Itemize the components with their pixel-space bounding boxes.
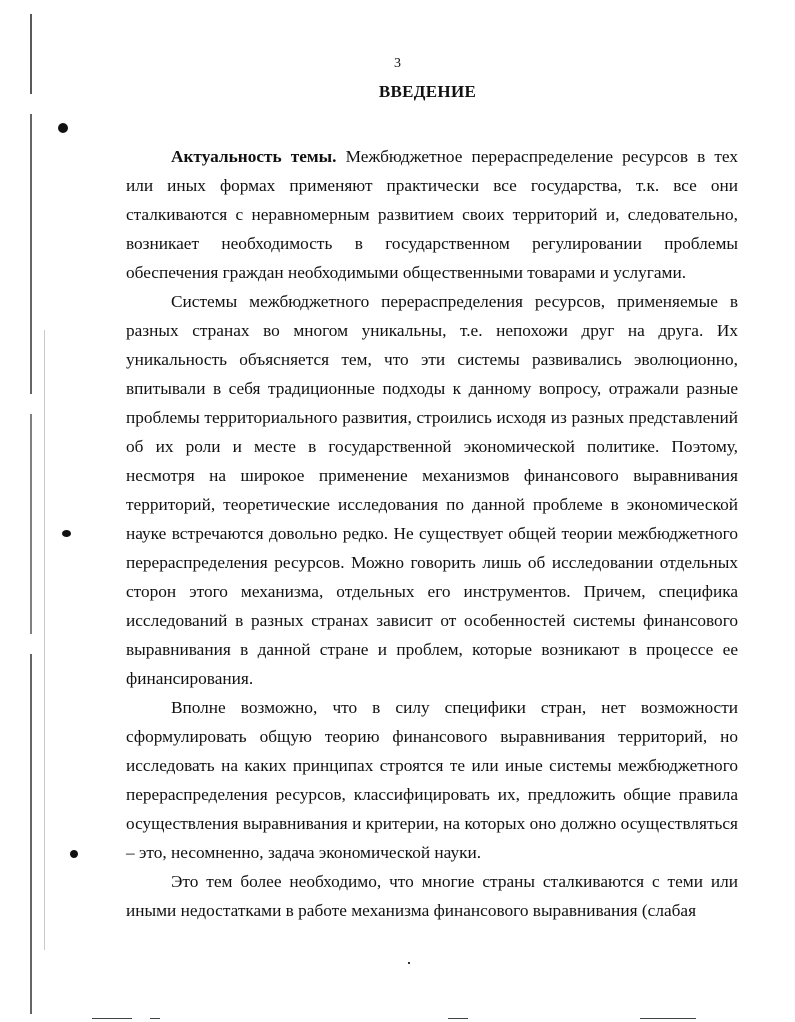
scan-speck: [408, 962, 410, 964]
binder-hole-mark: [70, 850, 78, 858]
document-body: [126, 142, 738, 925]
scan-bottom-mark: [640, 1018, 696, 1019]
paragraph-lead: Актуальность темы.: [171, 147, 337, 166]
scan-left-faint-line: [44, 330, 45, 950]
paragraph-relevance: [126, 142, 738, 287]
scan-left-edge-line: [30, 14, 32, 1014]
paragraph: Вполне возможно, что в силу специфики стран, нет возможности сформулировать общую теорию финансового выравнивания территорий, но исследовать на каких принципах строятся те или иные системы межбюджетного перераспределения ресурсов, классифицировать их, предложить общие правила осуществления выравнивания и критерии, на которых оно должно осуществляться – это, несомненно, задача экономической науки.: [126, 698, 738, 862]
scan-bottom-mark: [448, 1018, 468, 1019]
paragraph-text: Межбюджетное перераспределение ресурсов в тех или иных формах применяют практически все государства, т.к. все они сталкиваются с неравномерным развитием своих территорий и, следовательно, возникает необходимость в государственном регулировании проблемы обеспечения граждан необходимыми общественными товарами и услугами.: [126, 147, 739, 282]
scan-bottom-mark: [92, 1018, 132, 1019]
binder-hole-mark: [62, 530, 71, 537]
paragraph: Это тем более необходимо, что многие страны сталкиваются с теми или иными недостатками в работе механизма финансового выравнивания (слабая: [126, 872, 738, 920]
binder-hole-mark: [58, 123, 68, 133]
paragraph: Системы межбюджетного перераспределения ресурсов, применяемые в разных странах во многом уникальны, т.е. непохожи друг на друга. Их уникальность объясняется тем, что эти системы развивались эволюционно, впитывали в себя традиционные подходы к данному вопросу, отражали разные проблемы территориального развития, строились исходя из разных представлений об их роли и месте в государственной экономической политике. Поэтому, несмотря на широкое применение механизмов финансового выравнивания территорий, теоретические исследования по данной проблеме в экономической науке встречаются довольно редко. Не существует общей теории межбюджетного перераспределения ресурсов. Можно говорить лишь об исследовании отдельных сторон этого механизма, отдельных его инструментов. Причем, специфика исследований в разных странах зависит от особенностей системы финансового выравнивания в данной стране и проблем, которые возникают в процессе ее финансирования.: [126, 292, 738, 688]
page-title: ВВЕДЕНИЕ: [378, 82, 477, 101]
scan-bottom-mark: [150, 1018, 160, 1019]
page-number: 3: [394, 56, 401, 71]
